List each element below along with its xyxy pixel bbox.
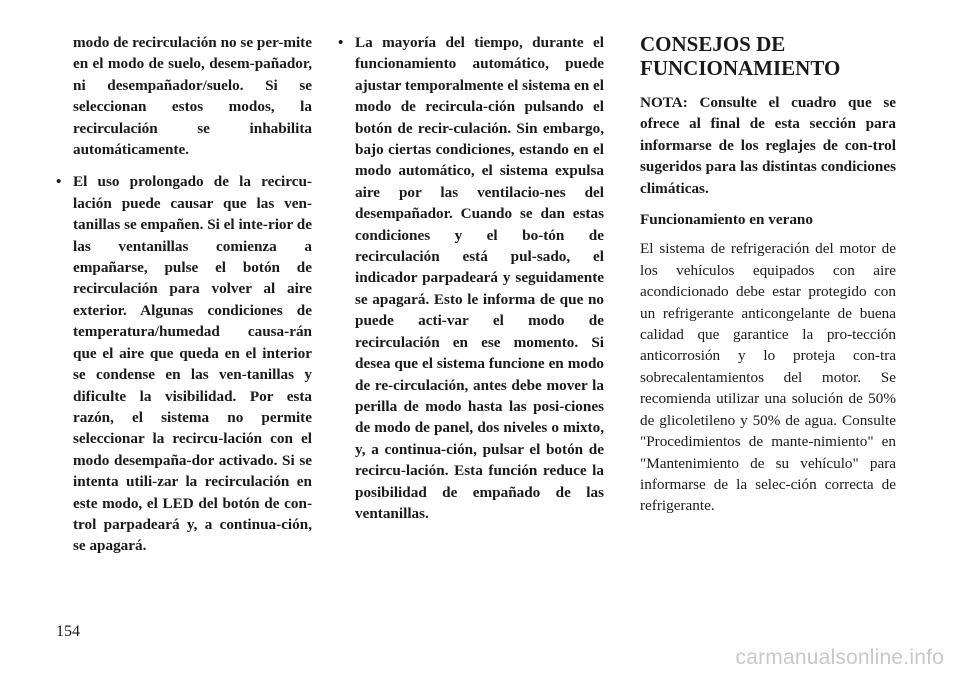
text-column-middle [338,32,604,524]
section-heading-line: FUNCIONAMIENTO [640,56,841,80]
bullet-text: La mayoría del tiempo, durante el funcionamiento automático, puede ajustar temporalmente el sistema en el modo de recircula-ción pulsando el botón de recir-culación. Sin embargo, bajo ciertas condiciones, estando en el modo automático, el sistema expulsa aire por las ventilacio-nes del desempañador. Cuando se dan estas condiciones y el bo-tón de recirculación está pul-sado, el indicador parpadeará y seguidamente se apagará. Esto le informa de que no puede acti-var el modo de recirculación en ese momento. Si desea que el sistema funcione en modo de re-circulación, antes debe mover la perilla de modo hasta las posi-ciones de modo de panel, dos niveles o mixto, y, a continua-ción, pulsar el botón de recircu-lación. Esta función reduce la posibilidad de empañado de las ventanillas. [355,34,604,522]
page-number: 154 [56,623,80,640]
watermark: carmanualsonline.info [735,646,944,669]
note-paragraph: NOTA: Consulte el cuadro que se ofrece al final de esta sección para informarse de los reglajes de con-trol sugeridos para las distintas condiciones climáticas. [640,94,896,197]
text-column-left [56,32,312,557]
section-heading [640,32,896,80]
subsection-heading: Funcionamiento en verano [640,211,813,229]
bullet-icon: • [338,34,344,51]
bullet-item [338,32,604,524]
continuation-text: modo de recirculación no se per-mite en el modo de suelo, desem-pañador, ni desempañador/suelo. Si se seleccionan estos modos, la recirculación se inhabilita automáticamente. [73,34,312,159]
paragraph-continuation [56,32,312,160]
text-column-right [640,32,896,517]
bullet-icon: • [56,173,62,191]
bullet-text: El uso prolongado de la recircu-lación puede causar que las ven-tanillas se empañen. Si el inte-rior de las ventanillas comienza a empañarse, pulse el botón de recirculación para volver al aire exterior. Algunas condiciones de temperatura/humedad causa-rán que el aire que queda en el interior se condense en las ven-tanillas y dificulte la visibilidad. Por esta razón, el sistema no permite seleccionar la recircu-lación con el modo desempaña-dor activado. Si se intenta utili-zar la recirculación en este modo, el LED del botón de con-trol parpadeará y, a continua-ción, se apagará. [73,173,312,555]
section-heading-line: CONSEJOS DE [640,32,786,56]
bullet-item [56,171,312,556]
body-paragraph: El sistema de refrigeración del motor de los vehículos equipados con aire acondicionado debe estar protegido con un refrigerante anticongelante de buena calidad que garantice la pro-tección anticorrosión y lo proteja con-tra sobrecalentamientos del motor. Se recomienda utilizar una solución de 50% de glicoletileno y 50% de agua. Consulte "Procedimientos de mante-nimiento" en "Mantenimiento de su vehículo" para informarse de la selec-ción correcta de refrigerante. [640,240,896,515]
